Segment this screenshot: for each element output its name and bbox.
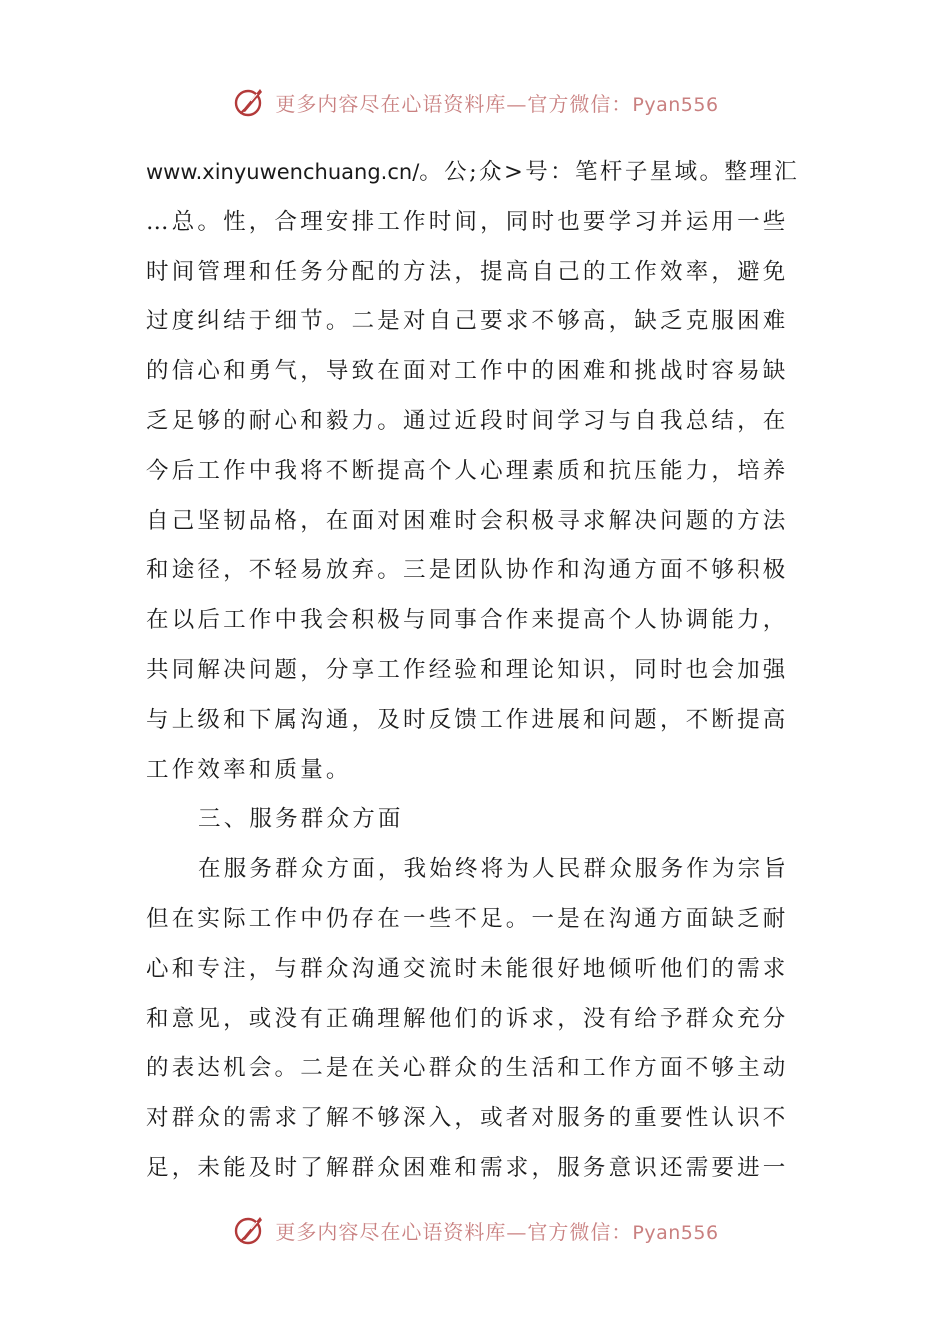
text-line: 足，未能及时了解群众困难和需求，服务意识还需要进一 xyxy=(146,1154,789,1181)
text-line: 的信心和勇气，导致在面对工作中的困难和挑战时容易缺 xyxy=(146,358,789,385)
text-line: 在以后工作中我会积极与同事合作来提高个人协调能力， xyxy=(146,607,789,634)
text-line: 和意见，或没有正确理解他们的诉求，没有给予群众充分 xyxy=(146,1005,789,1032)
footer-banner-text xyxy=(275,1216,718,1245)
text-line: 过度纠结于细节。二是对自己要求不够高，缺乏克服困难 xyxy=(146,308,789,335)
section-heading: 三、服务群众方面 xyxy=(198,806,404,833)
quill-pen-logo-icon xyxy=(231,1212,267,1248)
text-line: 和途径，不轻易放弃。三是团队协作和沟通方面不够积极 xyxy=(146,557,789,584)
text-line: …总。性，合理安排工作时间，同时也要学习并运用一些 xyxy=(146,208,789,235)
text-line: 对群众的需求了解不够深入，或者对服务的重要性认识不 xyxy=(146,1105,789,1132)
text-line: 共同解决问题，分享工作经验和理论知识，同时也会加强 xyxy=(146,656,789,683)
text-line: 的表达机会。二是在关心群众的生活和工作方面不够主动 xyxy=(146,1055,789,1082)
text-line: 工作效率和质量。 xyxy=(146,756,352,783)
header-banner-text-cn: 更多内容尽在心语资料库—官方微信： xyxy=(275,91,633,116)
header-banner xyxy=(0,80,950,124)
text-line: 今后工作中我将不断提高个人心理素质和抗压能力，培养 xyxy=(146,457,789,484)
text-line: 自己坚韧品格，在面对困难时会积极寻求解决问题的方法 xyxy=(146,507,789,534)
text-line: 时间管理和任务分配的方法，提高自己的工作效率，避免 xyxy=(146,258,789,285)
website-url-text: www.xinyuwenchuang.cn/ xyxy=(146,160,420,184)
footer-banner-wechat-id: Pyan556 xyxy=(632,1221,719,1244)
header-banner-wechat-id: Pyan556 xyxy=(632,93,719,116)
header-banner-text xyxy=(275,88,718,117)
quill-pen-logo-icon xyxy=(231,84,267,120)
text-line: 与上级和下属沟通，及时反馈工作进展和问题，不断提高 xyxy=(146,706,789,733)
footer-banner-text-cn: 更多内容尽在心语资料库—官方微信： xyxy=(275,1219,633,1244)
text-line-1-rest: 。公;众>号：笔杆子星域。整理汇 xyxy=(419,159,800,185)
paragraph-first-line: 在服务群众方面，我始终将为人民群众服务作为宗旨 xyxy=(198,856,790,883)
text-line: 乏足够的耐心和毅力。通过近段时间学习与自我总结，在 xyxy=(146,407,789,434)
document-body xyxy=(146,148,806,1194)
footer-banner-inner xyxy=(231,1212,718,1248)
footer-banner xyxy=(0,1208,950,1252)
text-line-1 xyxy=(146,148,806,198)
header-banner-inner xyxy=(231,84,718,120)
text-line: 心和专注，与群众沟通交流时未能很好地倾听他们的需求 xyxy=(146,955,789,982)
text-line: 但在实际工作中仍存在一些不足。一是在沟通方面缺乏耐 xyxy=(146,905,789,932)
